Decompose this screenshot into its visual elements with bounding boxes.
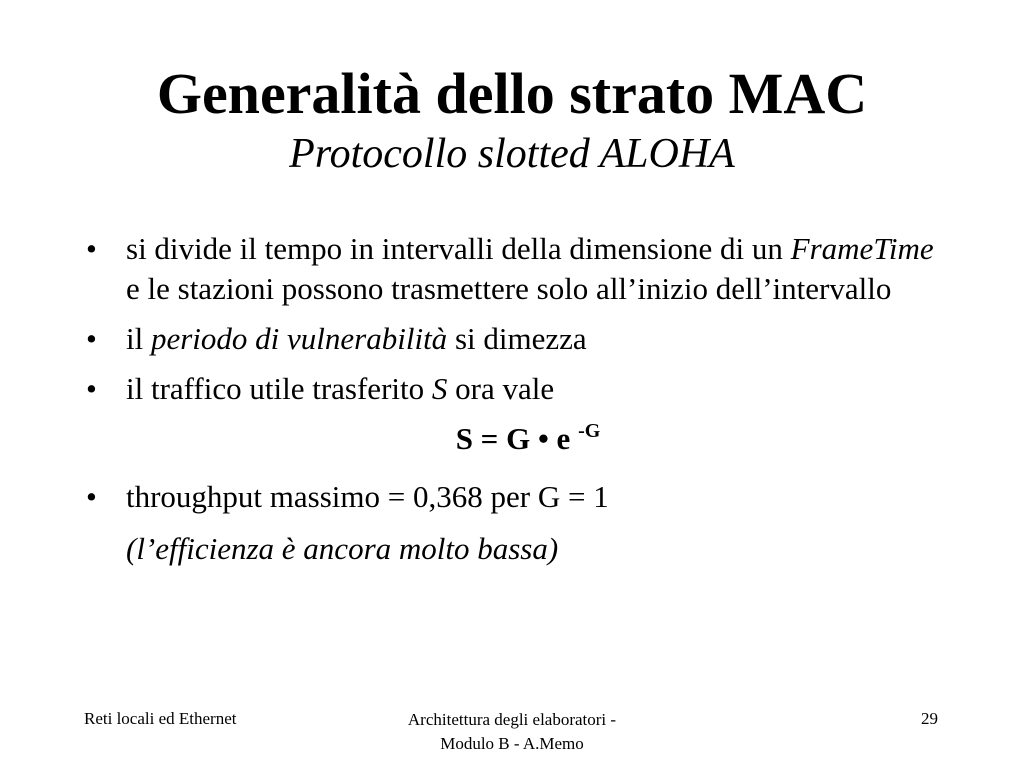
- bullet-mark: •: [86, 321, 97, 356]
- bullet-mark: •: [86, 231, 97, 266]
- bullet-text: si divide il tempo in intervalli della dimensione di un: [126, 231, 791, 266]
- footer-course-line2: Modulo B - A.Memo: [440, 734, 584, 753]
- footer-course-name: [362, 708, 662, 756]
- bullet-emphasis: FrameTime: [790, 231, 934, 266]
- slide-subtitle: Protocollo slotted ALOHA: [289, 131, 735, 177]
- bullet-emphasis: S: [431, 371, 448, 406]
- bullet-item-vulnerability: [84, 319, 944, 359]
- bullet-item-traffic: [84, 369, 944, 409]
- bullet-mark: •: [86, 371, 97, 406]
- bullet-mark: •: [86, 479, 97, 514]
- slide-content: [84, 229, 944, 569]
- bullet-emphasis: periodo di vulnerabilità: [150, 321, 448, 356]
- throughput-formula: [84, 419, 944, 459]
- formula-base: S = G • e: [455, 421, 579, 456]
- bullet-text: e le stazioni possono trasmettere solo all’inizio dell’intervallo: [126, 271, 892, 306]
- bullet-item-frametime: [84, 229, 944, 309]
- footer-course-topic: Reti locali ed Ethernet: [84, 709, 237, 728]
- bullet-text: ora vale: [447, 371, 555, 406]
- efficiency-note: (l’efficienza è ancora molto bassa): [126, 531, 559, 566]
- bullet-text: si dimezza: [447, 321, 587, 356]
- footer-course-line1: Architettura degli elaboratori -: [407, 710, 617, 729]
- slide-title: Generalità dello strato MAC: [156, 61, 868, 126]
- bullet-text: throughput massimo = 0,368 per G = 1: [126, 479, 609, 514]
- bullet-item-max-throughput: [84, 477, 944, 517]
- formula-exponent: -G: [578, 420, 601, 442]
- bullet-text: il: [126, 321, 151, 356]
- bullet-text: il traffico utile trasferito: [126, 371, 432, 406]
- page-number: 29: [921, 709, 938, 728]
